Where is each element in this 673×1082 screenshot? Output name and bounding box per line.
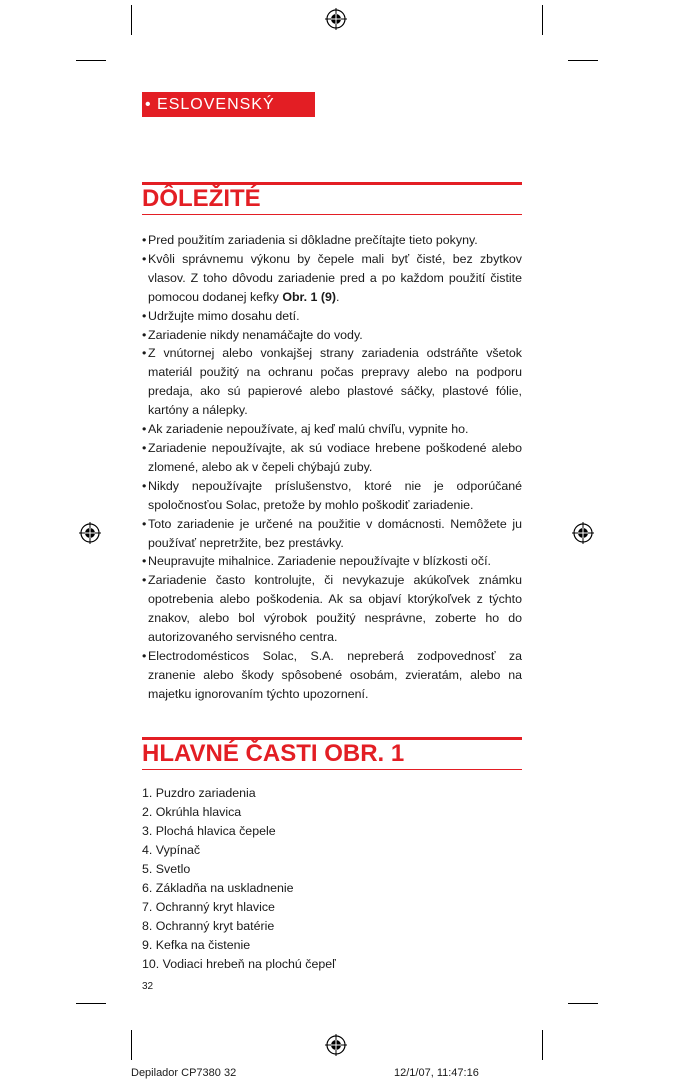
bullet-icon: • bbox=[142, 251, 147, 266]
list-item bbox=[142, 515, 522, 553]
section-title-important: DÔLEŽITÉ bbox=[142, 185, 261, 212]
registration-mark-icon bbox=[325, 8, 347, 30]
list-item-text: Kvôli správnemu výkonu by čepele mali byť čisté, bez zbytkov vlasov. Z toho dôvodu zariadenie pred a po každom použití čistite pomocou dodanej kefky bbox=[148, 251, 522, 304]
list-item-text: Electrodomésticos Solac, S.A. nepreberá zodpovednosť za zranenie alebo škody spôsobené osobám, zvieratám, alebo na majetku ignorovaním týchto upozornení. bbox=[148, 648, 522, 701]
list-item-text: Pred použitím zariadenia si dôkladne prečítajte tieto pokyny. bbox=[148, 233, 478, 247]
part-item: 9. Kefka na čistenie bbox=[142, 938, 251, 952]
list-item-text: Zariadenie často kontrolujte, či nevykazuje akúkoľvek známku opotrebenia alebo poškodenia. Ak sa objaví ktorýkoľvek z týchto znakov, alebo bol výrobok použitý nesprávne, zoberte ho do autorizovaného servisného centra. bbox=[148, 573, 522, 645]
part-item: 4. Vypínač bbox=[142, 843, 201, 857]
crop-mark bbox=[131, 5, 132, 35]
list-item bbox=[142, 552, 522, 571]
part-item: 5. Svetlo bbox=[142, 862, 191, 876]
bullet-icon: • bbox=[142, 327, 147, 342]
list-item bbox=[142, 344, 522, 420]
crop-mark bbox=[76, 1003, 106, 1004]
part-item: 8. Ochranný kryt batérie bbox=[142, 919, 275, 933]
main-parts-list bbox=[142, 784, 522, 974]
list-item-text: Udržujte mimo dosahu detí. bbox=[148, 308, 300, 323]
figure-reference: Obr. 1 (9) bbox=[282, 289, 337, 304]
section-rule-bottom bbox=[142, 214, 522, 215]
bullet-icon: • bbox=[142, 648, 147, 663]
list-item-text: Ak zariadenie nepoužívate, aj keď malú chvíľu, vypnite ho. bbox=[148, 422, 469, 437]
list-item bbox=[142, 439, 522, 477]
bullet-icon: • bbox=[142, 422, 147, 437]
list-item bbox=[142, 326, 522, 345]
list-item-text: Z vnútornej alebo vonkajšej strany zariadenia odstráňte všetok materiál použitý na ochranu počas prepravy alebo na podporu predaja, ako sú papierové alebo plastové sáčky, plastové fólie, kartóny a nálepky. bbox=[148, 346, 522, 418]
part-item: 7. Ochranný kryt hlavice bbox=[142, 900, 275, 914]
crop-mark bbox=[76, 60, 106, 61]
bullet-icon: • bbox=[142, 478, 147, 493]
bullet-icon: • bbox=[142, 573, 147, 588]
language-badge: • ESLOVENSKÝ bbox=[142, 92, 315, 117]
list-item-text: Nikdy nepoužívajte príslušenstvo, ktoré nie je odporúčané spoločnosťou Solac, pretože by mohlo poškodiť zariadenie. bbox=[148, 478, 522, 512]
bullet-icon: • bbox=[142, 346, 147, 361]
registration-mark-icon bbox=[325, 1034, 347, 1056]
part-item: 1. Puzdro zariadenia bbox=[142, 786, 256, 800]
list-item bbox=[142, 307, 522, 326]
list-item-text: Neupravujte mihalnice. Zariadenie nepoužívajte v blízkosti očí. bbox=[148, 554, 491, 569]
bullet-icon: • bbox=[142, 308, 147, 323]
page-number: 32 bbox=[142, 981, 154, 992]
registration-mark-icon bbox=[572, 522, 594, 544]
bullet-icon: • bbox=[142, 440, 147, 455]
section-title-main-parts: HLAVNÉ ČASTI OBR. 1 bbox=[142, 740, 405, 767]
crop-mark bbox=[568, 1003, 598, 1004]
part-item: 2. Okrúhla hlavica bbox=[142, 805, 242, 819]
crop-mark bbox=[542, 5, 543, 35]
list-item bbox=[142, 571, 522, 647]
registration-mark-icon bbox=[79, 522, 101, 544]
part-item: 10. Vodiaci hrebeň na plochú čepeľ bbox=[142, 957, 336, 971]
list-item-tail: . bbox=[336, 289, 340, 304]
list-item-text: Zariadenie nikdy nenamáčajte do vody. bbox=[148, 327, 363, 342]
list-item bbox=[142, 250, 522, 307]
list-item-text: Toto zariadenie je určené na použitie v domácnosti. Nemôžete ju používať nepretržite, bez prestávky. bbox=[148, 516, 522, 550]
print-slug-right: 12/1/07, 11:47:16 bbox=[394, 1067, 479, 1079]
bullet-icon: • bbox=[142, 516, 147, 531]
crop-mark bbox=[131, 1030, 132, 1060]
part-item: 3. Plochá hlavica čepele bbox=[142, 824, 276, 838]
list-item bbox=[142, 231, 522, 250]
part-item: 6. Základňa na uskladnenie bbox=[142, 881, 294, 895]
bullet-icon: • bbox=[142, 233, 147, 247]
important-notes-list bbox=[142, 231, 522, 704]
list-item bbox=[142, 420, 522, 439]
list-item-text: Zariadenie nepoužívajte, ak sú vodiace hrebene poškodené alebo zlomené, alebo ak v čepeli chýbajú zuby. bbox=[148, 440, 522, 474]
list-item bbox=[142, 647, 522, 704]
print-slug-left: Depilador CP7380 32 bbox=[131, 1067, 237, 1079]
crop-mark bbox=[568, 60, 598, 61]
list-item bbox=[142, 477, 522, 515]
section-rule-bottom bbox=[142, 769, 522, 770]
bullet-icon: • bbox=[142, 554, 147, 569]
crop-mark bbox=[542, 1030, 543, 1060]
